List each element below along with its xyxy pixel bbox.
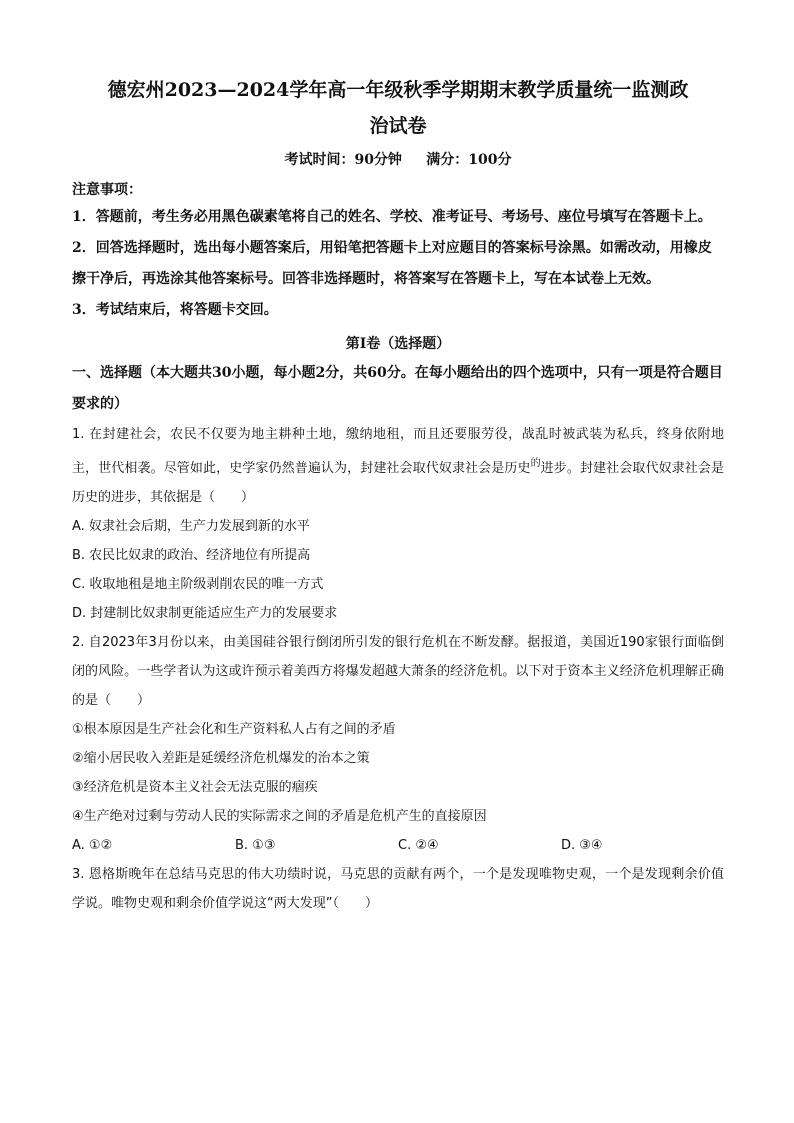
exam-meta: 考试时间：90分钟 满分：100分 [284,152,512,168]
exam-title-line2: 治试卷 [369,115,427,137]
notice-item-1: 1．答题前，考生务必用黑色碳素笔将自己的姓名、学校、准考证号、考场号、座位号填写在答题卡上。 [72,209,712,225]
exam-page [72,72,724,918]
section-intro: 一、选择题（本大题共30小题，每小题2分，共60分。在每小题给出的四个选项中，只有一项是符合题目要求的） [72,365,723,412]
exam-title-line1: 德宏州2023—2024学年高一年级秋季学期期末教学质量统一监测政 [107,79,689,101]
question-1-option-b: B. 农民比奴隶的政治、经济地位有所提高 [72,548,311,563]
question-1-stem-superscript: 的 [530,458,541,469]
question-2-option-d: D. ③④ [561,838,603,853]
question-2-statement-2: ②缩小居民收入差距是延缓经济危机爆发的治本之策 [72,751,370,766]
question-2-statement-1: ①根本原因是生产社会化和生产资料私人占有之间的矛盾 [72,722,396,737]
notice-title: 注意事项： [72,182,142,198]
question-1-option-c: C. 收取地租是地主阶级剥削农民的唯一方式 [72,577,324,592]
question-2-option-b: B. ①③ [235,838,276,853]
question-1-stem-part-b: 进步。封建社会取代奴隶社会是历史的进步，其依据是（ ） [72,461,724,505]
question-2-statement-4: ④生产绝对过剩与劳动人民的实际需求之间的矛盾是危机产生的直接原因 [72,809,487,824]
question-2-statement-3: ③经济危机是资本主义社会无法克服的痼疾 [72,780,318,795]
question-1-option-a: A. 奴隶社会后期，生产力发展到新的水平 [72,519,310,534]
question-2-option-c: C. ②④ [398,838,439,853]
question-2-option-a: A. ①② [72,838,113,853]
question-1-stem [72,420,724,512]
question-2-options [72,831,724,860]
notice-item-2: 2．回答选择题时，选出每小题答案后，用铅笔把答题卡上对应题目的答案标号涂黑。如需改动，用橡皮擦干净后，再选涂其他答案标号。回答非选择题时，将答案写在答题卡上，写在本试卷上无效。 [72,240,712,287]
question-1-option-d: D. 封建制比奴隶制更能适应生产力的发展要求 [72,606,338,621]
question-3-stem: 3. 恩格斯晚年在总结马克思的伟大功绩时说，马克思的贡献有两个，一个是发现唯物史观，一个是发现剩余价值学说。唯物史观和剩余价值学说这“两大发现”（ ） [72,867,724,911]
question-2-stem: 2. 自2023年3月份以来，由美国硅谷银行倒闭所引发的银行危机在不断发酵。据报道，美国近190家银行面临倒闭的风险。一些学者认为这或许预示着美西方将爆发超越大萧条的经济危机。以下对于资本主义经济危机理解正确的是（ ） [72,635,724,708]
question-1-stem-part-a: 1. 在封建社会，农民不仅要为地主耕种土地，缴纳地租，而且还要服劳役，战乱时被武装为私兵，终身依附地主，世代相袭。尽管如此，史学家仍然普遍认为，封建社会取代奴隶社会是历史 [72,427,724,476]
section-title: 第Ⅰ卷（选择题） [345,336,451,352]
notice-item-3: 3．考试结束后，将答题卡交回。 [72,302,278,318]
